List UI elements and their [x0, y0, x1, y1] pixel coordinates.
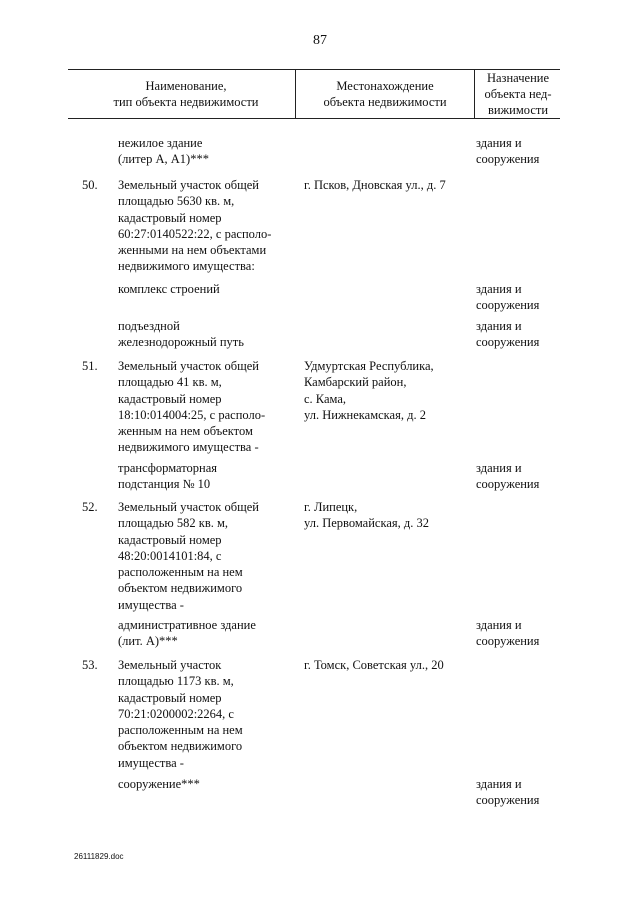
- header-purpose: Назначение объекта нед- вижимости: [484, 71, 552, 117]
- row-4-number: 51.: [82, 359, 98, 373]
- row-8-number: 53.: [82, 658, 98, 672]
- row-6-name: Земельный участок общей площадью 582 кв. м, кадастровый номер 48:20:0014101:84, с расположенным на нем объектом недвижимого имущества -: [118, 500, 259, 612]
- row-4-name: Земельный участок общей площадью 41 кв. м, кадастровый номер 18:10:014004:25, с располо- женным на нем объектом недвижимого имущества -: [118, 359, 266, 455]
- column-divider-2: [474, 69, 475, 119]
- column-divider-1: [295, 69, 296, 119]
- row-8-name: Земельный участок площадью 1173 кв. м, кадастровый номер 70:21:0200002:2264, с расположенным на нем объектом недвижимого имущества -: [118, 658, 243, 770]
- row-9-name: сооружение***: [118, 777, 200, 791]
- row-7-purpose: здания и сооружения: [476, 618, 540, 649]
- row-1-name: Земельный участок общей площадью 5630 кв. м, кадастровый номер 60:27:0140522:22, с располо- женными на нем объектами недвижимого имущества:: [118, 178, 272, 274]
- row-5-purpose: здания и сооружения: [476, 461, 540, 492]
- row-5-name: трансформаторная подстанция № 10: [118, 461, 218, 492]
- row-8-location: г. Томск, Советская ул., 20: [304, 658, 444, 672]
- row-1-number: 50.: [82, 178, 98, 192]
- row-1-location: г. Псков, Дновская ул., д. 7: [304, 178, 446, 192]
- row-0-name: нежилое здание (литер А, А1)***: [118, 136, 209, 167]
- row-4-location: Удмуртская Республика, Камбарский район, с. Кама, ул. Нижнекамская, д. 2: [304, 359, 434, 422]
- header-name-type: Наименование, тип объекта недвижимости: [113, 79, 259, 109]
- row-7-name: административное здание (лит. А)***: [118, 618, 256, 649]
- page-number: 87: [313, 33, 327, 48]
- row-6-number: 52.: [82, 500, 98, 514]
- row-2-name: комплекс строений: [118, 282, 220, 296]
- row-2-purpose: здания и сооружения: [476, 282, 540, 313]
- header-location: Местонахождение объекта недвижимости: [323, 79, 447, 109]
- row-3-purpose: здания и сооружения: [476, 319, 540, 350]
- row-3-name: подъездной железнодорожный путь: [118, 319, 244, 350]
- table-header-bottom-rule: [68, 118, 560, 119]
- document-filename: 26111829.doc: [74, 852, 124, 861]
- row-9-purpose: здания и сооружения: [476, 777, 540, 808]
- row-0-purpose: здания и сооружения: [476, 136, 540, 167]
- row-6-location: г. Липецк, ул. Первомайская, д. 32: [304, 500, 429, 531]
